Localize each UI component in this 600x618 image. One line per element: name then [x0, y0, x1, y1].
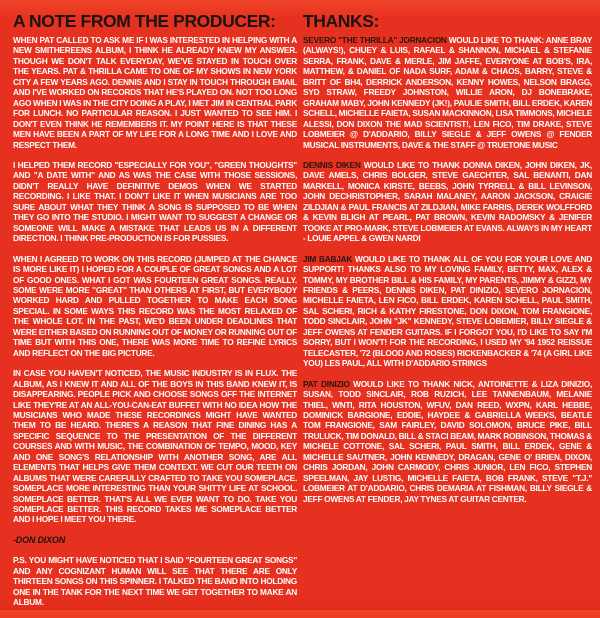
thanks-section-severo: [303, 35, 592, 150]
thanks-name-dennis: DENNIS DIKEN: [303, 159, 361, 170]
thanks-text-jim: WOULD LIKE TO THANK ALL OF YOU FOR YOUR LOVE AND SUPPORT! THANKS ALSO TO MY LOVING FAMILY, BETTY, MAX, ALEX & TOMMY, MY BROTHER BILL & HIS FAMILY, MY PARENTS, JIMMY & GIZZI, MY FRIENDS & PEERS, DENNIS DIKEN, PAT DINIZIO, SEVERO JORNACION, MICHELLE FAIETA, LEN FICO, BILL ERDEK, KAREN SCHELL, PAUL SMITH, SAL SCHERI, RICH & KATHY FIRESTONE, DON DIXON, TOM FRANGIONE, TODD SINCLAIR, JOHN "JK" KENNEDY, STEVE LOBEMIER, BILLY SIEGLE & JEFF OWENS AT FENDER GUITARS. IF I FORGOT YOU, I'D LIKE TO SAY I'M SORRY, BUT I WON'T! FOR THE RECORDING, I USED MY '94 1952 REISSUE TELECASTER, '72 (BLOOD AND ROSES) RICKENBACKER & '74 (A GIRL LIKE YOU) LES PAUL, ALL WITH D'ADDARIO STRINGS: [303, 253, 592, 369]
producer-paragraph-4: IN CASE YOU HAVEN'T NOTICED, THE MUSIC INDUSTRY IS IN FLUX. THE ALBUM, AS I KNEW IT AND ALL OF THE BOYS IN THIS BAND KNEW IT, IS DISAPPEARING. PEOPLE PICK AND CHOOSE SONGS OFF THE INTERNET LIKE THEY'RE AT AN ALL-YOU-CAN-EAT BUFFET WITH NO IDEA HOW THE MUSICIANS WHO MADE THESE RECORDINGS MIGHT HAVE WANTED THEM TO BE HEARD. THERE'S A REASON THAT FINE DINING HAS A SPECIFIC SEQUENCE TO THE PRESENTATION OF THE DIFFERENT COURSES AND WITH MUSIC, THE COMBINATION OF TEMPO, MOOD, KEY AND ONE SONG'S RELATIONSHIP WITH ANOTHER SONG, ARE ALL ELEMENTS THAT HELPS GIVE THEM CONTEXT. WE CUT OUR TEETH ON ALBUMS THAT WERE CAREFULLY CRAFTED TO TAKE YOU SOMEPLACE. SOMEPLACE MORE INTERESTING THAN YOUR SHITTY LIFE AT SCHOOL. SOMEPLACE BETTER. THAT'S ALL WE EVER WANT TO DO. TAKE YOU SOMEPLACE BETTER. THIS RECORD TAKES ME SOMEPLACE BETTER AND I HOPE I MEET YOU THERE.: [13, 368, 297, 525]
thanks-name-pat: PAT DINIZIO: [303, 378, 350, 389]
producer-signature: -DON DIXON: [13, 534, 66, 545]
thanks-section-dennis: [303, 160, 592, 244]
thanks-name-severo: SEVERO "THE THRILLA" JORNACION: [303, 35, 447, 45]
thanks-text-dennis: WOULD LIKE TO THANK DONNA DIKEN, JOHN DIKEN, JK, DAVE AMELS, CHRIS BOLGER, STEVE GAECHTER, SAL BENANTI, DAN MARKELL, MONICA KIRSTE, BEEBS, JOHN TYRRELL & BILL LEVINSON, JOHN DECHRISTOPHER, SARAH MALANEY, AARON JACKSON, CRAIGIE ZILDJIAN & PAUL FRANCIS AT ZILDJIAN, MIKE FARRIS, DEREK WOLFFORD & KEVIN BLIGH AT PEARL, PAT BROWN, KEVIN RADOMSKY & JENIFER TOOKE AT PRO-MARK, STEVE LOBMEIER AT EVANS. ALWAYS IN MY HEART - LOUIE APPEL & GWEN NARDI: [303, 159, 592, 244]
thanks-section-pat: [303, 379, 592, 504]
thanks-section-jim: [303, 254, 592, 369]
producer-paragraph-1: WHEN PAT CALLED TO ASK ME IF I WAS INTERESTED IN HELPING WITH A NEW SMITHEREENS ALBUM, I THINK HE ALREADY KNEW MY ANSWER. THOUGH WE DON'T TALK EVERYDAY, WE'VE STAYED IN TOUCH OVER THE YEARS. PAT & THRILLA CAME TO ONE OF MY SHOWS IN NEW YORK CITY A FEW YEARS AGO. DENNIS AND I STAY IN TOUCH THROUGH EMAIL AND I'VE WORKED ON RECORDS THAT HE'S PLAYED ON. NOT TOO LONG AGO WHEN I WAS IN THE CITY DOING A PLAY, I MET JIM IN CENTRAL PARK FOR LUNCH. NO PARTICULAR REASON. I JUST WANTED TO SEE HIM. I DON'T EVEN THINK HE REMEMBERS IT. MY POINT HERE IS THAT THESE MEN HAVE BEEN A PART OF MY LIFE FOR A LONG TIME AND I LOVE AND RESPECT THEM.: [13, 35, 297, 150]
producer-note-column: [13, 11, 297, 618]
thanks-text-severo: WOULD LIKE TO THANK: ANNE BRAY (ALWAYS!), CHUEY & LUIS, RAFAEL & SHANNON, MICHAEL & STEFANIE SERRA, FRANK, DAVE & MERLE, JIM JAFFE, EVERYONE AT BOB'S, IRA, MATTHEW, & DANIEL OF NADA SURF, ADAM & CHAOS, BARRY, STEVE & BRITT OF BH4, DERRICK ANDERSON, KENNY HOWES, NELSON BRAGG, SYD STRAW, FREEDY JOHNSTON, WILLIE ARON, DJ BONEBRAKE, GRAHAM MABY, JOHN KENNEDY (JK!), PAULIE SMITH, BILL ERDEK, KAREN SCHELL, MICHELLE FAIETA, SUSAN MACKINNON, LISA TIMMONS, MICHELE ALESSI, DON DIXON THE MAD SCIENTIST!, LEN FICO, TIM DRAKE, STEVE LOBMEIER @ D'ADDARIO, BILLY SIEGLE & JEFF OWENS @ FENDER MUSICAL INSTRUMENTS, DAVE & THE STAFF @ TRUETONE MUSIC: [303, 35, 592, 150]
producer-note-title: A NOTE FROM THE PRODUCER:: [13, 11, 276, 31]
thanks-name-jim: JIM BABJAK: [303, 253, 353, 264]
producer-paragraph-2: I HELPED THEM RECORD "ESPECIALLY FOR YOU", "GREEN THOUGHTS" AND "A DATE WITH" AND AS WAS THE CASE WITH THOSE SESSIONS, DIDN'T REALLY HAVE DEFINITIVE DEMOS WHEN WE STARTED RECORDING. I LIKE THAT. I DON'T LIKE IT WHEN MUSICIANS ARE TOO SURE ABOUT WHAT THEY THINK A SONG IS SUPPOSED TO BE WHEN THEY GO INTO THE STUDIO. I MIGHT WANT TO SUGGEST A CHANGE OR SOMEONE WILL MAKE A MISTAKE THAT LEADS US IN A DIFFERENT DIRECTION. I THINK PRE-PRODUCTION IS FOR PUSSIES.: [13, 159, 297, 244]
producer-postscript: P.S. YOU MIGHT HAVE NOTICED THAT I SAID "FOURTEEN GREAT SONGS" AND ANY COGNIZANT HUMAN WILL SEE THAT THERE ARE ONLY THIRTEEN SONGS ON THIS SPINNER. I TALKED THE BAND INTO HOLDING ONE IN THE TANK FOR THE NEXT TIME WE GET TOGETHER TO MAKE AN ALBUM.: [13, 555, 297, 608]
thanks-title: THANKS:: [303, 11, 379, 31]
thanks-text-pat: WOULD LIKE TO THANK NICK, ANTOINETTE & LIZA DINIZIO, SUSAN, TODD SINCLAIR, ROB RUZICH, LEE TANNENBAUM, MELANIE THIEL, WNTI, RITA HOUSTON, WFUV, DAN REED, WXPN, KARL HEBBE, DOMINICK BARGIONE, EDDIE, HAYDEE & GABRIELLA WEEKS, BEATLE TOM FRANGIONE, SAM FAIRLEY, DAVID SOLOMON, BRUCE PIKE, BILL TRULUCK, TIM DONALD, BILL & STACI BEAM, MARK ROBINSON, THOMAS & MICHELE COTTONE, SAL SCHERI, PAUL SMITH, BILL ERDEK, GENE & MICHELLE SAUTNER, JOHN KENNEDY, DRAGAN, GENE O' BRIEN, DIXON, CHRIS JORDAN, JOHN CARMODY, CHRIS JUNIOR, LEN FICO, STEPHEN SPEELMAN, JAY LUSTIG, MICHELLE FAIETA, BOB FRANK, STEVE "T.J." LOBMEIER AT D'ADDARIO, CHRIS DEMARIA AT FISHMAN, BILLY SIEGLE & JEFF OWENS AT FENDER, JAY TYNES AT GUITAR CENTER.: [303, 378, 593, 504]
thanks-column: [303, 11, 592, 514]
producer-paragraph-3: WHEN I AGREED TO WORK ON THIS RECORD (JUMPED AT THE CHANCE IS MORE LIKE IT) I HOPED FOR A COUPLE OF GREAT SONGS AND A LOT OF GOOD ONES. WHAT I GOT WAS FOURTEEN GREAT SONGS. REALLY. SOME WERE MORE "GREAT" THAN OTHERS AT FIRST, BUT EVERYBODY WORKED HARD AND PULLED TOGETHER TO MAKE EACH SONG SPECIAL. IN SOME WAYS THIS RECORD WAS THE MOST RELAXED OF THE WHOLE LOT. IN THE PAST, WE'D BEEN UNDER DEADLINES THAT WERE EITHER BASED ON RUNNING OUT OF MONEY OR RUNNING OUT OF TIME BUT WITH THIS ONE, THERE WAS MORE TIME TO REFINE LYRICS AND REFLECT ON THE BIG PICTURE.: [13, 253, 297, 358]
